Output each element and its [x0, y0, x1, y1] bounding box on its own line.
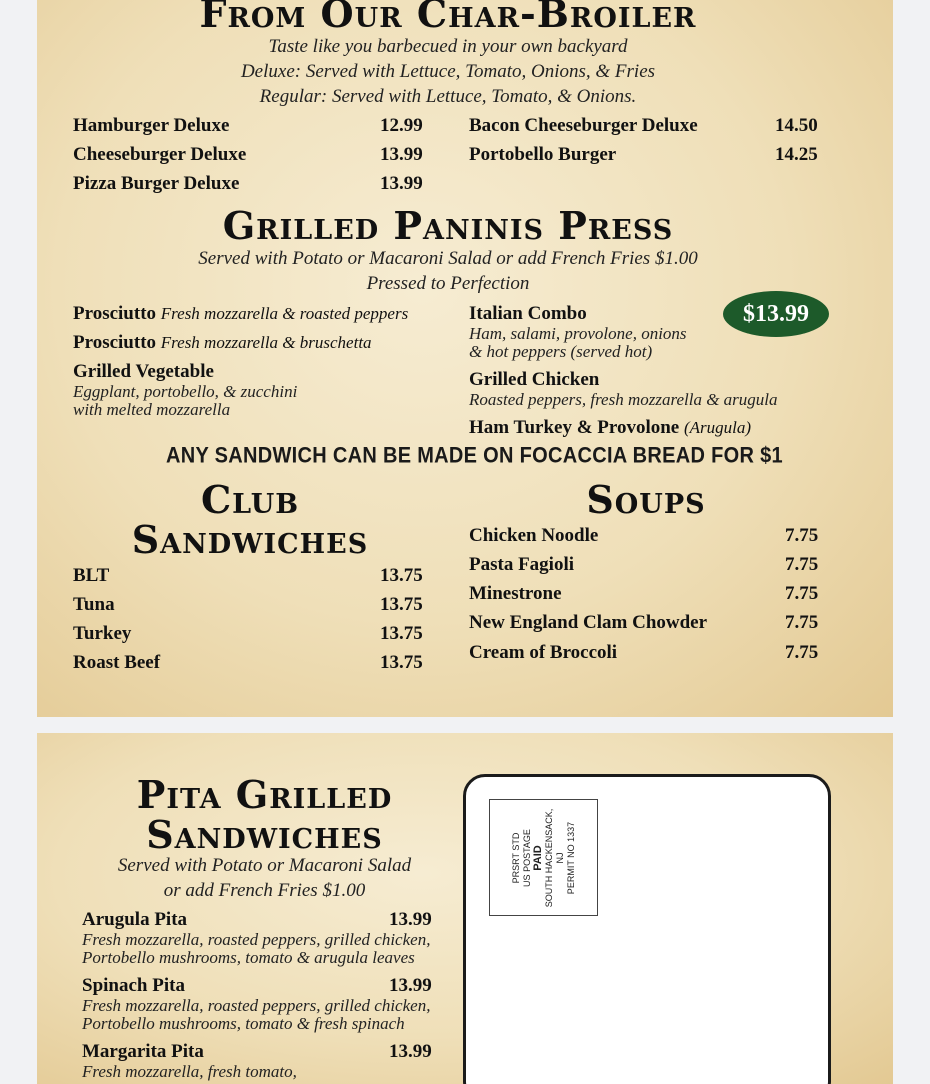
club-title-line-2: Sandwiches — [131, 517, 369, 562]
description-line: Portobello mushrooms, tomato & arugula leaves — [82, 948, 415, 967]
menu-item-price: 13.99 — [389, 1041, 432, 1062]
indicia-line: PERMIT NO 1337 — [565, 821, 576, 894]
paninis-subtitle-2: Pressed to Perfection — [366, 273, 530, 294]
menu-item-name: Pasta Fagioli — [469, 554, 575, 575]
description-line: Ham, salami, provolone, onions — [469, 324, 687, 343]
indicia-text — [511, 803, 577, 913]
mailing-panel — [463, 774, 831, 1084]
description-line: Eggplant, portobello, & zucchini — [73, 382, 298, 401]
menu-item-description: Fresh mozzarella & bruschetta — [160, 333, 372, 352]
menu-item-name: Prosciutto — [73, 303, 157, 324]
menu-item-description — [469, 325, 687, 361]
menu-item-price: 13.99 — [389, 975, 432, 996]
menu-item-name: Bacon Cheeseburger Deluxe — [469, 115, 698, 136]
menu-item-name: Minestrone — [469, 583, 562, 604]
menu-item-price: 13.99 — [380, 173, 423, 194]
description-line: Portobello mushrooms, tomato & fresh spinach — [82, 1014, 405, 1033]
menu-item-price: 7.75 — [785, 583, 819, 604]
menu-item-name: Pizza Burger Deluxe — [73, 173, 240, 194]
panini-item — [73, 303, 408, 325]
menu-item-name: Spinach Pita — [82, 975, 185, 996]
menu-item-name: Grilled Vegetable — [73, 361, 214, 382]
menu-item-name: Prosciutto — [73, 332, 157, 353]
indicia-paid: PAID — [531, 844, 544, 871]
menu-item-description: Roasted peppers, fresh mozzarella & arugula — [469, 390, 778, 409]
menu-item-price: 13.99 — [380, 144, 423, 165]
charbroiler-subtitle-3: Regular: Served with Lettuce, Tomato, & Onions. — [259, 86, 637, 107]
menu-item-price: 14.50 — [775, 115, 818, 136]
focaccia-banner: ANY SANDWICH CAN BE MADE ON FOCACCIA BREAD FOR $1 — [166, 443, 783, 469]
menu-item-name: Turkey — [73, 623, 132, 644]
menu-item-price: 7.75 — [785, 642, 819, 663]
menu-item-description: Fresh mozzarella, fresh tomato, — [82, 1062, 297, 1081]
menu-item-name: Grilled Chicken — [469, 369, 600, 390]
menu-item-name: New England Clam Chowder — [469, 612, 708, 633]
paninis-subtitle-1: Served with Potato or Macaroni Salad or add French Fries $1.00 — [198, 248, 698, 269]
menu-item-name: Roast Beef — [73, 652, 161, 673]
paninis-title: Grilled Paninis Press — [222, 203, 674, 248]
menu-item-name: Arugula Pita — [82, 909, 188, 930]
pita-subtitle-2: or add French Fries $1.00 — [163, 880, 366, 901]
menu-item-name: Italian Combo — [469, 303, 587, 324]
menu-page-top — [37, 0, 893, 717]
indicia-line: PRSRT STD — [510, 832, 521, 883]
pita-subtitle-1: Served with Potato or Macaroni Salad — [117, 855, 412, 876]
postage-indicia — [489, 799, 598, 916]
charbroiler-subtitle-2: Deluxe: Served with Lettuce, Tomato, Onions, & Fries — [240, 61, 656, 82]
club-title-line-1: Club — [200, 477, 300, 522]
menu-item-price: 7.75 — [785, 612, 819, 633]
menu-item-price: 13.75 — [380, 594, 423, 615]
menu-item-name: Ham Turkey & Provolone — [469, 417, 680, 438]
menu-item-price: 12.99 — [380, 115, 423, 136]
menu-page-bottom — [37, 733, 893, 1084]
menu-item-price: 13.99 — [389, 909, 432, 930]
menu-item-price: 13.75 — [380, 652, 423, 673]
menu-item-name: Hamburger Deluxe — [73, 115, 230, 136]
menu-item-description — [82, 997, 430, 1033]
description-line: with melted mozzarella — [73, 400, 231, 419]
menu-item-description: (Arugula) — [684, 418, 752, 437]
charbroiler-subtitle-1: Taste like you barbecued in your own backyard — [268, 36, 628, 57]
indicia-line: US POSTAGE — [521, 828, 532, 887]
pita-title-line-1: Pita Grilled — [136, 772, 393, 817]
soups-title: Soups — [586, 477, 706, 522]
panini-item — [469, 417, 751, 439]
menu-item-description — [82, 931, 430, 967]
menu-item-description: Fresh mozzarella & roasted peppers — [160, 304, 409, 323]
menu-item-name: Cream of Broccoli — [469, 642, 618, 663]
indicia-line: SOUTH HACKENSACK, NJ — [543, 808, 565, 907]
menu-item-name: Tuna — [73, 594, 115, 615]
menu-item-price: 7.75 — [785, 525, 819, 546]
menu-item-price: 14.25 — [775, 144, 818, 165]
menu-item-name: Portobello Burger — [469, 144, 617, 165]
menu-item-name: Margarita Pita — [82, 1041, 204, 1062]
panini-price-badge: $13.99 — [723, 291, 829, 337]
menu-item-description — [73, 383, 297, 419]
description-line: Fresh mozzarella, roasted peppers, grilled chicken, — [82, 930, 431, 949]
menu-item-price: 13.75 — [380, 565, 423, 586]
description-line: Fresh mozzarella, roasted peppers, grilled chicken, — [82, 996, 431, 1015]
menu-item-name: Cheeseburger Deluxe — [73, 144, 247, 165]
menu-item-name: Chicken Noodle — [469, 525, 599, 546]
menu-item-name: BLT — [73, 565, 110, 586]
menu-item-price: 7.75 — [785, 554, 819, 575]
description-line: & hot peppers (served hot) — [469, 342, 653, 361]
pita-title-line-2: Sandwiches — [146, 812, 383, 857]
menu-item-price: 13.75 — [380, 623, 423, 644]
charbroiler-title: From Our Char-Broiler — [199, 0, 697, 36]
panini-item — [73, 332, 372, 354]
